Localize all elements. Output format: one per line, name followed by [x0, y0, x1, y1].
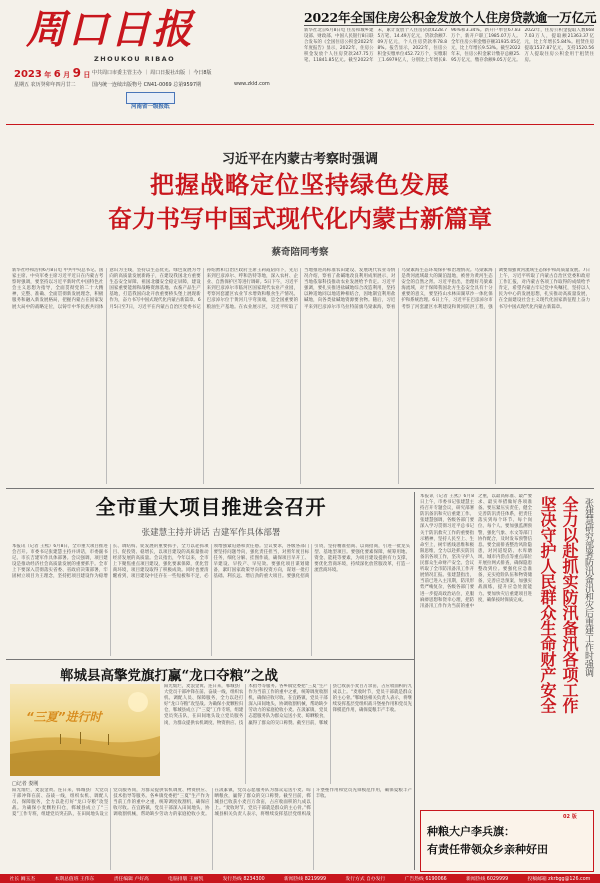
publication-date: 2023 年 6 月 9 日 — [14, 66, 91, 80]
harvest-headline: 郸城县高擎党旗打赢“龙口夺粮”之战 — [60, 668, 279, 684]
harvest-body: 阳光灿烂，麦浪金黄。连日来，郸城县广大党员干部冲锋在前、奋战一线，组织农机、调配人员、保障服务，全力以赴打好“龙口夺粮”攻坚战。为确保小麦颗粒归仓，郸城县成立了“三夏”工作专班，组建党员突击队，在田间地头设立党员服务岗，为群众提供农机调度、物资供应、技术指导等服务。各乡镇党委把“三夏”生产作为当前工作的重中之重，统筹调度收割机，确保应收尽收。在宜路镇，党员干部深入田间地头，协调收割机械，帮助缺少劳动力的家庭抢收小麦。在汲冢镇，党员志愿服务队为群众运送小麦、晾晒粮食，赢得了群众的交口称赞。截至目前，郸城县已收获小麦百万余亩，占应收面积的九成以上。“麦收时节，党员干部就是群众的主心骨。”郸城县相关负责人表示，将继续发挥基层党组织战斗堡垒作用和党员先锋模范作用，确保夏粮丰产丰收。 — [12, 788, 412, 818]
grain-teaser[interactable] — [420, 810, 594, 872]
flood-body: 本报讯（记者 王熙）6月8日上午，市委书记张建慧主持召开专题会议，研究部署防汛备汛和灾后重建工作。张建慧强调，各级各部门要深入学习贯彻习近平总书记关于防汛救灾工作的重要指示精神，坚持人民至上、生命至上，树牢底线思维和极限思维，全力以赴抓实防汛备汛各项工作，坚决守护人民群众生命财产安全。会议听取了全市防汛备汛工作开展情况汇报。张建慧指出，当前已进入主汛期，防汛形势严峻复杂，各级各部门要进一步提高政治站位，克服麻痹思想和侥幸心理，把防汛备汛工作作为当前的重中之重，以最高标准、最严要求、最实举措做好各项准备。要压紧压实责任，健全完善防汛责任体系，把责任落实到每个环节、每个岗位、每个人。要加强监测预警，强化气象、水文等部门协作配合，及时发布预警信息。要全面排查整治风险隐患，对河道堤防、水库塘坝、城市内涝点等重点部位开展拉网式排查，确保隐患整改到位。要强化应急准备，充实抢险队伍和物资储备，完善应急预案，加强实战演练，提升应急处置能力。要加快灾后重建项目进度，确保按时保质完成。 — [420, 494, 532, 609]
footer-item: 广告热线 6190066 — [404, 877, 447, 882]
lead-subline: 蔡奇陪同考察 — [271, 247, 329, 258]
footer-item: 发行方式 自办发行 — [345, 877, 386, 882]
flood-left-rule — [414, 492, 415, 870]
lead-kicker: 习近平在内蒙古考察时强调 — [221, 152, 378, 167]
meeting-bottom-rule — [6, 659, 414, 660]
logo-pinyin: ZHOUKOU RIBAO — [94, 55, 176, 63]
lead-bottom-rule — [6, 488, 594, 489]
flood-kicker: 张建慧研究部署防汛备汛和灾后重建工作时强调 — [583, 498, 593, 677]
newspaper-logo: 周口日报 — [26, 6, 194, 53]
masthead-info — [14, 66, 304, 118]
grain-subline: 有责任带领众乡亲种好田 — [427, 843, 548, 856]
grain-page-pointer[interactable]: 02 版 — [563, 814, 577, 820]
honor-badge — [126, 92, 175, 110]
footer-item: 社长 阚玉杰 — [9, 877, 36, 882]
footer-item: 发行热线 8234300 — [222, 877, 265, 882]
date-year: 2023 — [14, 69, 42, 80]
footer-item: 电脑排版 王丽凯 — [168, 877, 204, 882]
flood-headline-2: 坚决守护人民群众生命财产安全 — [538, 496, 557, 713]
flood-headline-1: 全力以赴抓实防汛备汛各项工作 — [560, 496, 579, 713]
top-story-rule — [304, 25, 594, 26]
meeting-subline: 张建慧主持并讲话 吉建军作具体部署 — [141, 528, 281, 538]
meeting-body: 本报讯（记者 王熙）6月8日，全市重大项目推进会召开。市委书记张建慧主持并讲话，市委副书记、市长吉建军作具体部署。会议强调，项目建设是推动经济社会高质量发展的重要抓手。全市上下要深入贯彻落实省委、省政府决策部署，牢固树立项目为王理念，坚持把项目建设作为稳增长、调结构、促发展的重要抓手，全力以赴抓项目、促投资、稳增长，以项目建设的高质量推动经济发展的高质量。会议指出，今年以来，全市上下聚焦重点项目建设，强化要素保障，优化营商环境，项目建设取得了积极成效。同时也要清醒看到，项目建设中还存在一些短板和不足，必须增强紧迫感和责任感。会议要求，各级各部门要坚持问题导向，强化责任担当，对照年度目标任务，细化分解、挂图作战，确保项目早开工、早建设、早投产、早见效。要强化项目谋划储备，紧盯国家政策导向和投资方向，谋划一批打基础、利长远、增后劲的重大项目。要强化招商引资，坚持精准招商、以商招商，引进一批龙头型、基地型项目。要强化要素保障，统筹用地、资金、能耗等要素，为项目建设提供有力支撑。要优化营商环境，持续深化放管服改革，打造一流营商环境。 — [12, 544, 410, 580]
harvest-photo — [10, 684, 160, 776]
footer-item: 新闻热线 8219999 — [284, 877, 327, 882]
footer-item: 本期总值班 王伟东 — [54, 877, 95, 882]
footer-item: 责任编辑 卢好高 — [113, 877, 149, 882]
footer-item: 新闻热线 6029999 — [466, 877, 509, 882]
photo-caption-box — [20, 704, 107, 727]
date-day: 9 — [72, 66, 81, 80]
publisher-line: 中共周口市委主管主办 ｜ 周口日报社出版 ｜ 今日8版 — [92, 70, 212, 76]
honor-badge-label: 河南省一级报纸 — [131, 104, 170, 110]
harvest-byline: □记者 娄刚 — [12, 781, 39, 787]
lead-headline-1: 把握战略定位坚持绿色发展 — [150, 170, 450, 199]
masthead-divider — [6, 124, 594, 125]
meeting-headline: 全市重大项目推进会召开 — [95, 495, 327, 519]
harvest-body-top: 阳光灿烂，麦浪金黄。连日来，郸城县广大党员干部冲锋在前、奋战一线，组织农机、调配人员、保障服务，全力以赴打好“龙口夺粮”攻坚战。为确保小麦颗粒归仓，郸城县成立了“三夏”工作专班，组建党员突击队，在田间地头设立党员服务岗，为群众提供农机调度、物资供应、技术指导等服务。各乡镇党委把“三夏”生产作为当前工作的重中之重，统筹调度收割机，确保应收尽收。在宜路镇，党员干部深入田间地头，协调收割机械，帮助缺少劳动力的家庭抢收小麦。在汲冢镇，党员志愿服务队为群众运送小麦、晾晒粮食，赢得了群众的交口称赞。截至目前，郸城县已收获小麦百万余亩，占应收面积的九成以上。“麦收时节，党员干部就是群众的主心骨。”郸城县相关负责人表示，将继续发挥基层党组织战斗堡垒作用和党员先锋模范作用，确保夏粮丰产丰收。 — [164, 684, 412, 726]
harvest-photo-illustration — [10, 684, 160, 776]
top-story-body: 新华社北京6月8日电 住房和城乡建设部、财政部、中国人民银行8日联合发布的《全国住房公积金2022年年度报告》显示，2022年，住房公积金发放个人住房贷款247.75万笔、11841.85亿元。截至2022年末，累计发放个人住房贷款4228.75万笔、14.49万亿元，贷款余额7.09万亿元，个人住房贷款率78.88%。报告显示，2022年，住房公积金实缴单位452.72万个，实缴职工1.6979亿人，分别比上年增长8.96%和3.34%。新开户单位67.83万个，新开户职工1985.07万人。全年住房公积金缴存额31935.05亿元，比上年增长9.53%。截至2022年末，住房公积金累计缴存总额25.95万亿元，缴存余额9.05万亿元。2022年，住房公积金提取人数6687.03万人，提取额21363.37亿元，比上年增长5.84%。租赁住房提取1537.87亿元，支持1520.56万人提取住房公积金用于租赁住房。 — [304, 28, 594, 64]
lead-body: 新华社呼和浩特6月8日电 中共中央总书记、国家主席、中央军委主席习近平近日在内蒙古考察时强调，要坚持以习近平新时代中国特色社会主义思想为指导，全面贯彻党的二十大精神，完整、准确、全面贯彻新发展理念，积极服务和融入新发展格局，把握内蒙古在国家发展大局中的战略定位，以铸牢中华民族共同体意识为主线，坚持以生态优先、绿色发展为导向的高质量发展新路子，在建设我国北方重要生态安全屏障、祖国北疆安全稳定屏障，建设国家重要能源和战略资源基地、农畜产品生产基地，打造我国向北开放重要桥头堡上展现新作为，奋力书写中国式现代化内蒙古新篇章。6月5日至7日，习近平在内蒙古自治区党委书记孙绍骋和自治区政府主席王莉霞陪同下，先后来到巴彦淖尔、呼和浩特等地，深入农村、企业、自然保护区等进行调研。5日下午，习近平来到巴彦淖尔市临河区国家现代农业产业园，考察河套灌区农业节水增效和粮食生产情况。巴彦淖尔位于黄河几字弯顶端，是全国重要的粮油生产基地。在农业展示区，习近平听取了当地推进高标准农田建设、发展现代农业等情况介绍，察看了盐碱地改良利用成果展示，对当地依靠科技推动农业发展给予肯定。习近平强调，要扎实推进盐碱地综合改造利用，坚持以种适地同以地适种相结合，因地制宜利用盐碱地，向各类盐碱地资源要食物。随后，习近平来到巴彦淖尔市乌拉特前旗乌梁素海，察看乌梁素海生态环境保护和治理情况。乌梁素海是黄河流域最大的湖泊湿地，被誉为黄河生态安全的自然之肾。习近平指出，治理好乌梁素海流域，对于保障我国北方生态安全具有十分重要的意义，要坚持山水林田湖草沙一体化保护和系统治理。6日上午，习近平在巴彦淖尔市考察了河套灌区水利建设和黄河防洪工程，强调要加强黄河流域生态保护和高质量发展。7日上午，习近平听取了内蒙古自治区党委和政府工作汇报，对内蒙古各项工作取得的成绩给予肯定，希望内蒙古牢记党中央嘱托，坚持以人民为中心的发展思想，扎实推动高质量发展，在全面建设社会主义现代化国家新征程上奋力书写中国式现代化内蒙古新篇章。 — [12, 268, 590, 310]
photo-caption: “三夏”进行时 — [26, 710, 102, 724]
date-month: 6 — [53, 69, 61, 80]
grain-headline: 种粮大户李兵旗： — [427, 825, 515, 838]
website[interactable]: www.zkld.com — [234, 81, 270, 87]
issn-line: 国内统一连续出版物号 CN41-0069 总第9597期 — [92, 82, 202, 88]
top-headline: 2022年全国住房公积金发放个人住房贷款逾一万亿元 — [304, 10, 597, 25]
footer-item: 投稿邮箱 zkrbgg@126.com — [527, 877, 591, 882]
lead-headline-2: 奋力书写中国式现代化内蒙古新篇章 — [108, 204, 492, 233]
weekday-line: 星期五 农历癸卯年四月廿二 — [14, 82, 76, 88]
footer-bar — [0, 874, 600, 883]
